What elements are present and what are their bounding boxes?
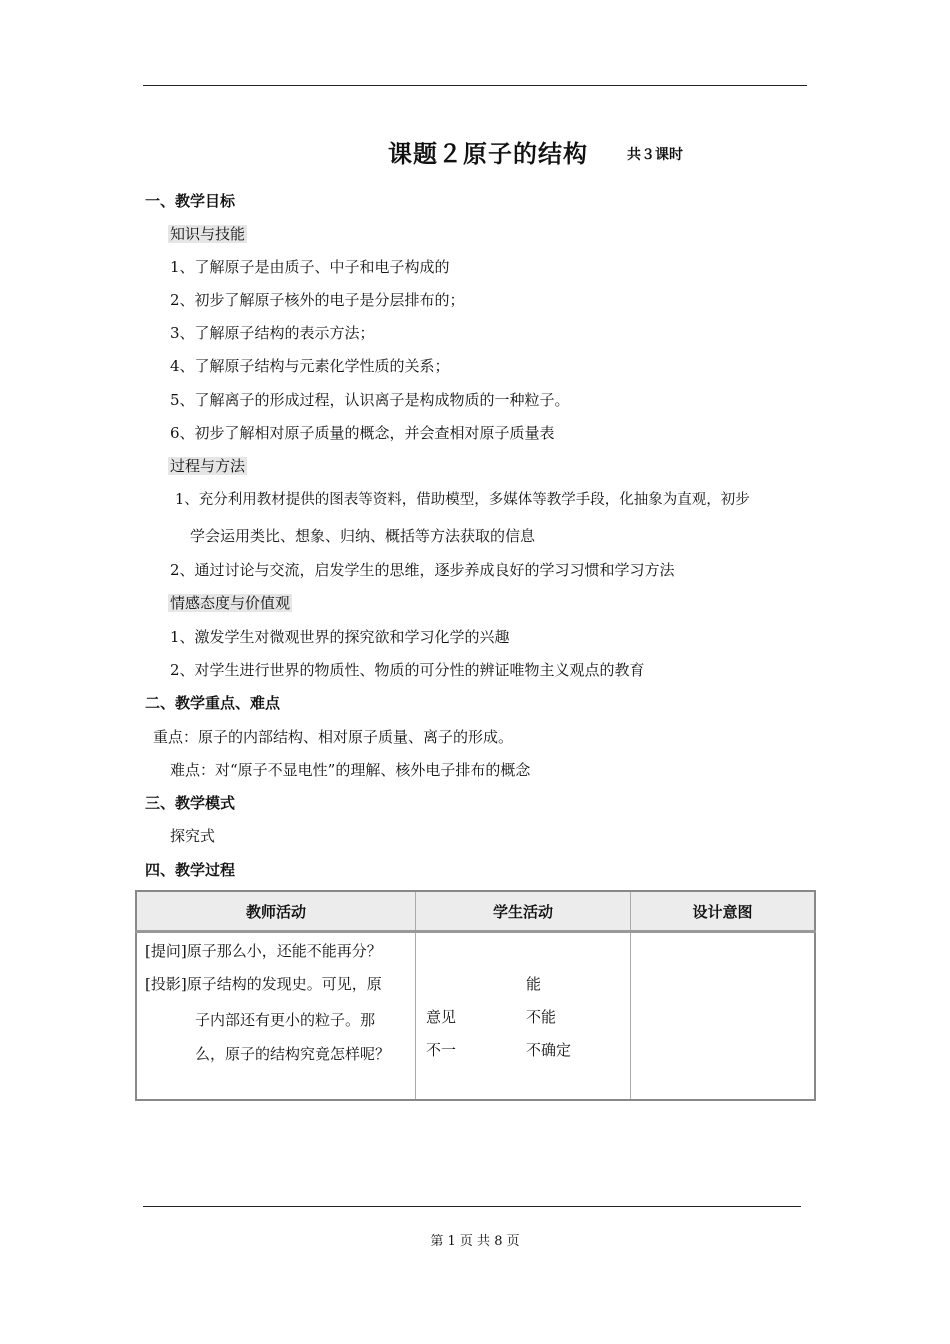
column-header-student: 学生活动 (416, 891, 631, 932)
knowledge-item: 3、了解原子结构的表示方法； (170, 324, 375, 342)
teacher-activity-cell (136, 932, 416, 1101)
subheading-knowledge: 知识与技能 (170, 225, 246, 243)
emotion-item: 1、激发学生对微观世界的探究欲和学习化学的兴趣 (170, 628, 510, 646)
lesson-title: 课题２原子的结构 (388, 140, 588, 168)
student-option: 不能 (526, 1008, 557, 1026)
header-rule (143, 85, 807, 86)
teacher-line: [提问]原子那么小，还能不能再分？ (145, 942, 382, 960)
teaching-process-table (135, 890, 816, 1101)
process-item-continued: 学会运用类比、想象、归纳、概括等方法获取的信息 (190, 527, 536, 545)
knowledge-item: 1、了解原子是由质子、中子和电子构成的 (170, 258, 450, 276)
knowledge-item: 6、初步了解相对原子质量的概念，并会查相对原子质量表 (170, 424, 555, 442)
knowledge-item: 5、了解离子的形成过程，认识离子是构成物质的一种粒子。 (170, 391, 570, 409)
student-option: 能 (526, 975, 542, 993)
knowledge-item: 4、了解原子结构与元素化学性质的关系； (170, 357, 450, 375)
teacher-line: 么，原子的结构究竟怎样呢？ (195, 1045, 391, 1063)
design-intent-cell (631, 932, 816, 1101)
process-item: 2、通过讨论与交流，启发学生的思维，逐步养成良好的学习习惯和学习方法 (170, 561, 675, 579)
page-number: 第 1 页 共 8 页 (430, 1234, 520, 1249)
key-point: 重点：原子的内部结构、相对原子质量、离子的形成。 (153, 728, 514, 746)
student-opinion: 不一 (426, 1041, 457, 1059)
footer-rule (143, 1206, 801, 1207)
section-heading-objectives: 一、教学目标 (145, 192, 236, 210)
student-opinion: 意见 (426, 1008, 457, 1026)
column-header-intent: 设计意图 (631, 891, 816, 932)
teaching-mode: 探究式 (170, 827, 216, 845)
subheading-emotion: 情感态度与价值观 (170, 594, 291, 612)
process-item: 1、充分利用教材提供的图表等资料，借助模型，多媒体等教学手段，化抽象为直观，初步 (175, 492, 750, 508)
knowledge-item: 2、初步了解原子核外的电子是分层排布的； (170, 291, 465, 309)
teacher-line: 子内部还有更小的粒子。那 (195, 1011, 376, 1029)
teacher-line: [投影]原子结构的发现史。可见，原 (145, 975, 382, 993)
student-option: 不确定 (526, 1041, 572, 1059)
section-heading-keypoints: 二、教学重点、难点 (145, 694, 281, 712)
table-row (136, 932, 815, 1101)
section-heading-mode: 三、教学模式 (145, 794, 236, 812)
table-header-row (136, 891, 815, 932)
subheading-process: 过程与方法 (170, 457, 246, 475)
student-activity-cell (416, 932, 631, 1101)
emotion-item: 2、对学生进行世界的物质性、物质的可分性的辨证唯物主义观点的教育 (170, 661, 645, 679)
section-heading-process: 四、教学过程 (145, 861, 236, 879)
difficulty: 难点：对“原子不显电性”的理解、核外电子排布的概念 (170, 761, 531, 779)
lesson-period: 共３课时 (627, 147, 683, 163)
column-header-teacher: 教师活动 (136, 891, 416, 932)
